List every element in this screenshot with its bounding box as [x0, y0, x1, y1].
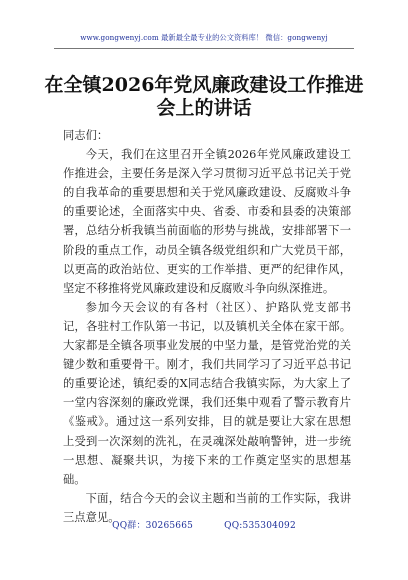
document-title: 在全镇2026年党风廉政建设工作推进会上的讲话: [44, 74, 364, 119]
paragraph-2: 参加今天会议的有各村（社区）、护路队党支部书记，各驻村工作队第一书记，以及镇机关全体在家干部。大家都是全镇各项事业发展的中坚力量，是管党治党的关键少数和重要骨干。刚才，我们共同学习了习近平总书记的重要论述，镇纪委的X同志结合我镇实际，为大家上了一堂内容深刻的廉政党课，我们还集中观看了警示教育片《鉴戒》。通过这一系列安排，目的就是要让大家在思想上受到一次深刻的洗礼，在灵魂深处敲响警钟，进一步统一思想、凝聚共识，为接下来的工作奠定坚实的思想基础。: [63, 300, 351, 486]
paragraph-1: 今天，我们在这里召开全镇2026年党风廉政建设工作推进会，主要任务是深入学习贯彻习近平总书记关于党的自我革命的重要思想和关于党风廉政建设、反腐败斗争的重要论述，全面落实中央、省委、市委和县委的决策部署，总结分析我镇当前面临的形势与挑战，安排部署下一阶段的重点工作，动员全镇各级党组织和广大党员干部，以更高的政治站位、更实的工作举措、更严的纪律作风，坚定不移推将党风廉政建设和反腐败斗争向纵深推进。: [63, 148, 351, 295]
site-header-line: www.gongwenyj.com 最新最全最专业的公文资料库！ 微信：gongwenyj: [80, 33, 328, 42]
footer-qq-group: QQ群：30265665: [112, 521, 194, 531]
document-body: [63, 126, 351, 527]
footer-qq: QQ:535304092: [224, 521, 296, 531]
paragraph-3: 下面，结合今天的会议主题和当前的工作实际，我讲三点意见。: [63, 491, 351, 524]
salutation: 同志们：: [63, 129, 109, 142]
header-divider: [54, 48, 354, 49]
footer-contact: [0, 518, 408, 531]
